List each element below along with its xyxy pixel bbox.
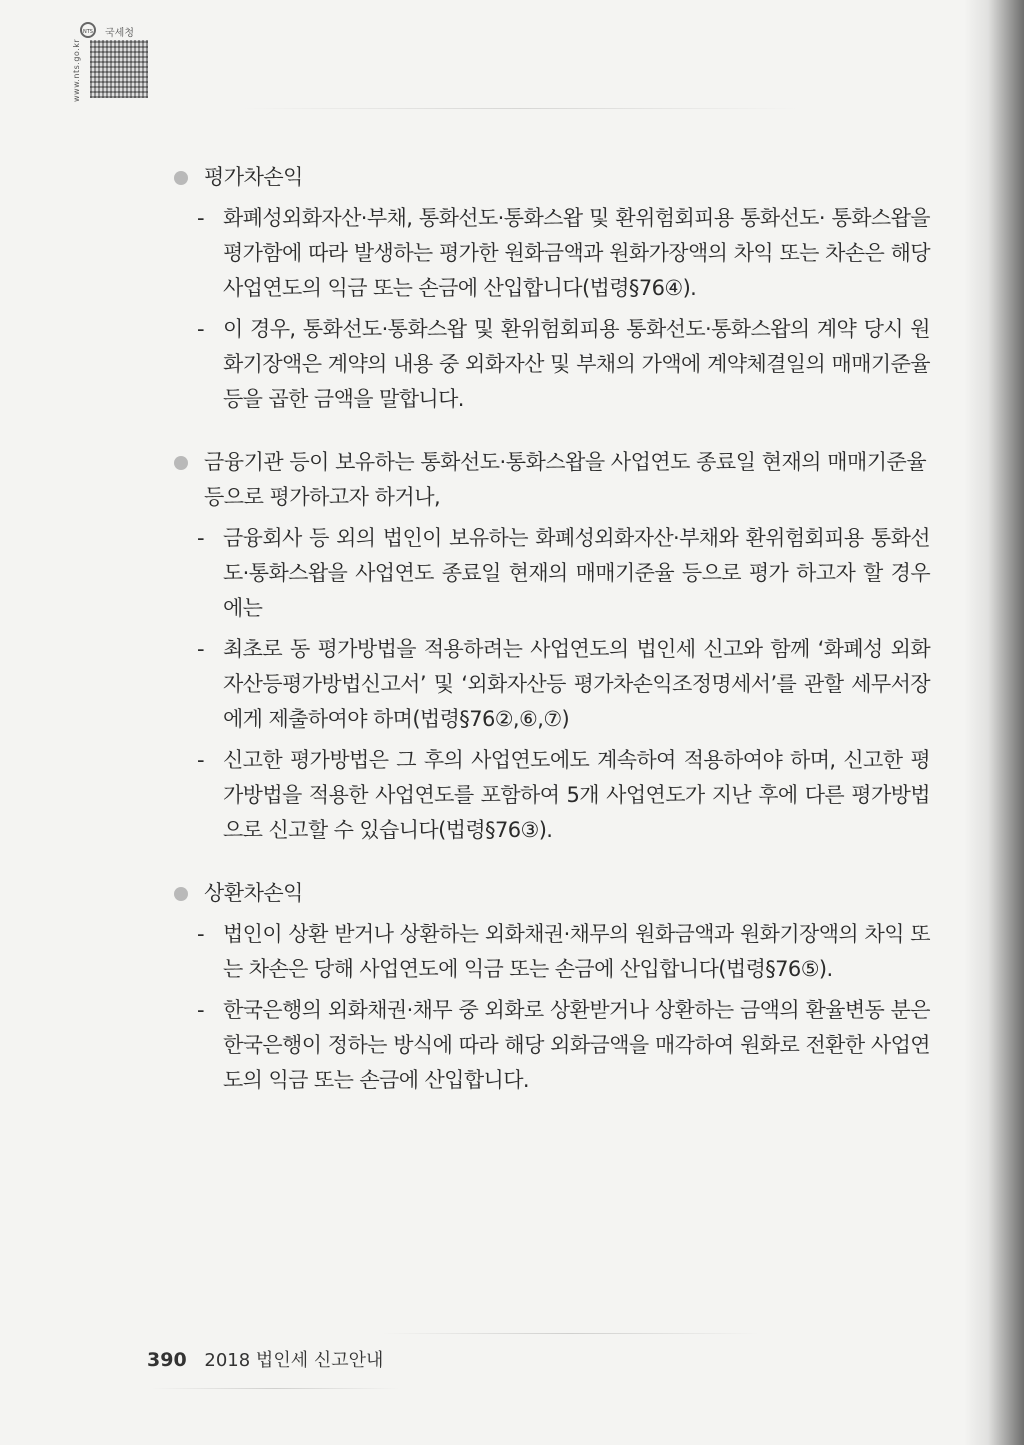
list-item: - 금융회사 등 외의 법인이 보유하는 화폐성외화자산·부채와 환위험회피용 통화선도·통화스왑을 사업연도 종료일 현재의 매매기준율 등으로 평가 하고자 할 경우에는 <box>197 526 930 620</box>
list-item: - 화폐성외화자산·부채, 통화선도·통화스왑 및 환위험회피용 통화선도· 통화스왑을 평가함에 따라 발생하는 평가한 원화금액과 원화가장액의 차익 또는 차손은 해당 사업연도의 익금 또는 손금에 산입합니다(법령§76④). <box>197 206 930 300</box>
list-item: - 이 경우, 통화선도·통화스왑 및 환위험회피용 통화선도·통화스왑의 계약 당시 원화기장액은 계약의 내용 중 외화자산 및 부채의 가액에 계약체결일의 매매기준율 등을 곱한 금액을 말합니다. <box>197 317 930 411</box>
bullet-circle-icon <box>174 887 188 901</box>
section-heading: 상환차손익 <box>170 876 930 911</box>
section-heading: 금융기관 등이 보유하는 통화선도·통화스왑을 사업연도 종료일 현재의 매매기준율 등으로 평가하고자 하거나, <box>170 445 930 515</box>
section-valuation <box>170 160 930 417</box>
logo-url: www.nts.go.kr <box>72 38 81 102</box>
document-body <box>170 160 930 1126</box>
section-heading: 평가차손익 <box>170 160 930 195</box>
footer-underline <box>150 1388 400 1389</box>
section-financial-institution <box>170 445 930 848</box>
logo-org-name: 국세청 <box>105 28 134 39</box>
top-divider <box>240 108 800 109</box>
bullet-circle-icon <box>174 171 188 185</box>
list-item: - 신고한 평가방법은 그 후의 사업연도에도 계속하여 적용하여야 하며, 신고한 평가방법을 적용한 사업연도를 포함하여 5개 사업연도가 지난 후에 다른 평가방법으로 신고할 수 있습니다(법령§76③). <box>197 748 930 842</box>
bullet-circle-icon <box>174 456 188 470</box>
book-title: 2018 법인세 신고안내 <box>204 1350 384 1371</box>
footer-divider <box>380 1333 760 1334</box>
list-item: - 한국은행의 외화채권·채무 중 외화로 상환받거나 상환하는 금액의 환율변동 분은 한국은행이 정하는 방식에 따라 해당 외화금액을 매각하여 원화로 전환한 사업연도의 익금 또는 손금에 산입합니다. <box>197 998 930 1092</box>
list-item: - 최초로 동 평가방법을 적용하려는 사업연도의 법인세 신고와 함께 ‘화폐성 외화자산등평가방법신고서’ 및 ‘외화자산등 평가차손익조정명세서’를 관할 세무서장에게 제출하여야 하며(법령§76②,⑥,⑦) <box>197 637 930 731</box>
list-item: - 법인이 상환 받거나 상환하는 외화채권·채무의 원화금액과 원화기장액의 차익 또는 차손은 당해 사업연도에 익금 또는 손금에 산입합니다(법령§76⑤). <box>197 922 930 981</box>
page-footer <box>147 1346 383 1372</box>
page-edge-shadow <box>964 0 1024 1445</box>
section-redemption <box>170 876 930 1098</box>
page-number: 390 <box>147 1349 187 1371</box>
qr-code-icon <box>90 40 148 98</box>
nts-emblem-icon: NTS <box>80 22 96 38</box>
